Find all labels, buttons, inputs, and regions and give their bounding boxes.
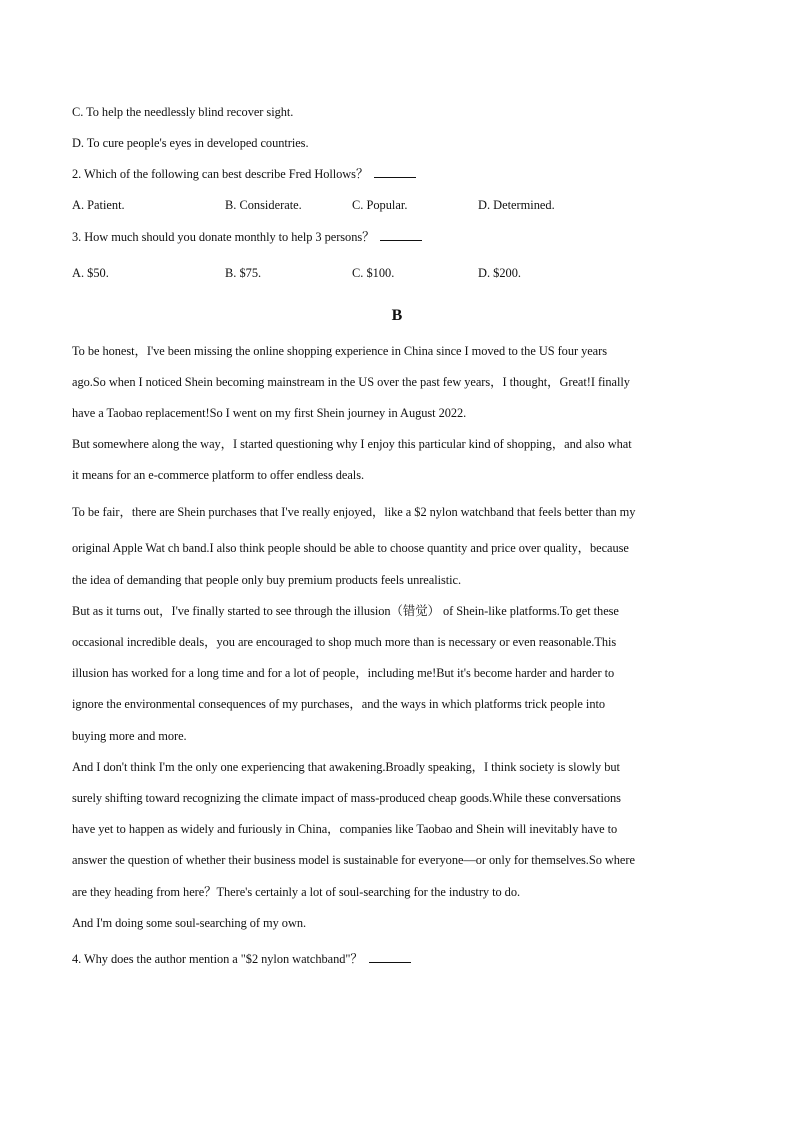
passage-line: And I'm doing some soul-searching of my own. [72, 916, 307, 930]
passage-line: To be fair，there are Shein purchases that I've really enjoyed，like a $2 nylon watchband that feels better than my [72, 505, 636, 519]
passage-line: are they heading from here？There's certainly a lot of soul-searching for the industry to do. [72, 885, 521, 899]
passage-line: illusion has worked for a long time and for a lot of people，including me!But it's become harder and harder to [72, 666, 615, 680]
q2-answer-blank[interactable] [374, 166, 416, 178]
q1-option-d: D. To cure people's eyes in developed countries. [72, 136, 309, 150]
q2-stem-text: 2. Which of the following can best describe Fred Hollows？ [72, 167, 369, 181]
q2-option-d: D. Determined. [478, 198, 555, 212]
passage-line: have yet to happen as widely and furiously in China，companies like Taobao and Shein will inevitably have to [72, 822, 618, 836]
q4-stem [72, 951, 411, 967]
passage-line: surely shifting toward recognizing the climate impact of mass-produced cheap goods.While these conversations [72, 791, 621, 805]
section-b-heading: B [391, 307, 403, 324]
q2-option-c: C. Popular. [352, 198, 408, 212]
passage-line: it means for an e-commerce platform to offer endless deals. [72, 468, 365, 482]
q3-stem [72, 229, 422, 245]
q4-answer-blank[interactable] [369, 951, 411, 963]
passage-line: buying more and more. [72, 729, 187, 743]
passage-line: occasional incredible deals，you are encouraged to shop much more than is necessary or even reasonable.This [72, 635, 617, 649]
passage-line: original Apple Wat ch band.I also think people should be able to choose quantity and price over quality，because [72, 541, 629, 555]
passage-line: ignore the environmental consequences of my purchases，and the ways in which platforms trick people into [72, 697, 606, 711]
passage-line: To be honest，I've been missing the online shopping experience in China since I moved to the US four years [72, 344, 607, 358]
q3-answer-blank[interactable] [380, 229, 422, 241]
passage-line: But somewhere along the way，I started questioning why I enjoy this particular kind of shopping，and also what [72, 437, 632, 451]
passage-line: But as it turns out，I've finally started to see through the illusion（错觉） of Shein-like platforms.To get these [72, 604, 619, 618]
passage-line: And I don't think I'm the only one experiencing that awakening.Broadly speaking，I think society is slowly but [72, 760, 620, 774]
q4-stem-text: 4. Why does the author mention a "$2 nylon watchband"？ [72, 952, 363, 966]
q3-stem-text: 3. How much should you donate monthly to help 3 persons？ [72, 230, 375, 244]
q2-option-b: B. Considerate. [225, 198, 302, 212]
q3-option-d: D. $200. [478, 266, 522, 280]
q1-option-c: C. To help the needlessly blind recover sight. [72, 105, 294, 119]
passage-line: the idea of demanding that people only buy premium products feels unrealistic. [72, 573, 462, 587]
q2-option-a: A. Patient. [72, 198, 125, 212]
q2-stem [72, 166, 416, 182]
passage-line: have a Taobao replacement!So I went on my first Shein journey in August 2022. [72, 406, 467, 420]
q3-option-c: C. $100. [352, 266, 395, 280]
passage-line: ago.So when I noticed Shein becoming mainstream in the US over the past few years，I thought，Great!I finally [72, 375, 630, 389]
q3-option-a: A. $50. [72, 266, 109, 280]
passage-line: answer the question of whether their business model is sustainable for everyone—or only for themselves.So where [72, 853, 635, 867]
q3-option-b: B. $75. [225, 266, 262, 280]
